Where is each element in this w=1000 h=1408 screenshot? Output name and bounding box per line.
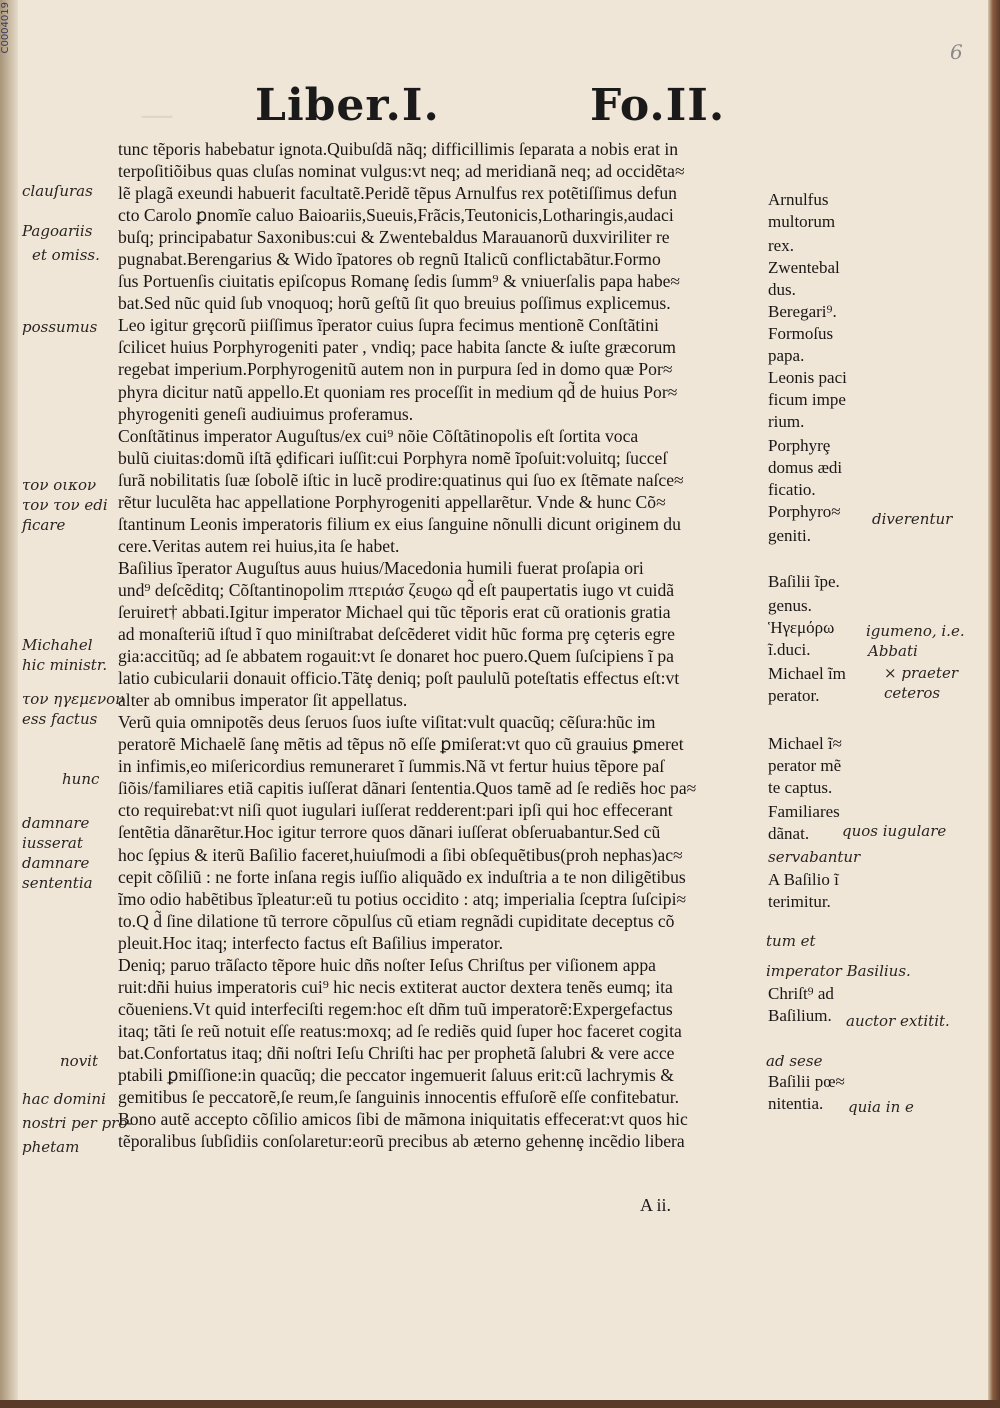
text-line: to.Q d̃ ſine dilatione tũ terrore cõpulſus cũ etiam regnãdi cupiditate deceptus cõ — [118, 910, 675, 931]
text-line: in infimis,eo miſericordius remuneraret ĩ ſummis.Nã vt fertur huius tẽpore paſ — [118, 756, 665, 777]
text-line: ruit:dñi huius imperatoris cui⁹ hic necis extiterat auctor dextera tenẽs eumq; ita — [118, 976, 673, 997]
text-line: rẽtur luculẽta hac appellatione Porphyrogeniti appellarẽtur. Vnde & hunc Cõ≈ — [118, 491, 666, 512]
text-line: latio cubicularii donauit officio.Tãtȩ deniq; poſt paululũ poteſtatis effectus eſt:vt — [118, 668, 680, 689]
text-line: ſurã nobilitatis ſuæ ſobolẽ iſtic in lucẽ prodire:quatinus qui ſuo ex ſtẽmate naſce≈ — [118, 469, 684, 490]
handwritten-note: auctor extitit. — [846, 1012, 950, 1030]
side-note: nitentia. — [768, 1094, 824, 1113]
handwritten-note: possumus — [22, 318, 98, 336]
side-note: terimitur. — [768, 892, 831, 911]
text-line: tunc tẽporis habebatur ignota.Quibuſdã nãq; difficillimis ſeparata a nobis erat in — [118, 139, 679, 159]
text-line: ſcilicet huius Porphyrogeniti pater , vndiq; pace habita ſancte & iuſte græcorum — [118, 337, 676, 358]
side-note: ĩ.duci. — [768, 640, 811, 659]
side-note: Arnulfus — [768, 190, 829, 209]
page-edge — [988, 0, 1000, 1408]
handwritten-note: iusserat — [22, 834, 83, 852]
side-note: multorum — [768, 212, 836, 231]
text-line: ſtantinum Leonis imperatoris filium ex eius ſanguine nõnulli dicunt originem du — [118, 513, 681, 534]
text-line: tẽporalibus ſubſidiis conſolaretur:eorũ precibus ab æterno gehennȩ incẽdio libera — [118, 1131, 685, 1152]
bleed-through-text: — — [140, 95, 174, 135]
text-line: pleuit.Hoc itaq; interfecto factus eſt Baſilius imperator. — [118, 932, 503, 953]
handwritten-note: ceteros — [884, 684, 941, 702]
handwritten-note: τον οικον — [22, 476, 97, 494]
text-line: bat.Confortatus itaq; dñi noſtri Ieſu Chriſti hac per prophetã ſalubri & vere acce — [118, 1042, 675, 1063]
text-line: peratorẽ Michaelẽ ſanȩ mẽtis ad tẽpus nõ eſſe ꝑmiſerat:vt quo cũ grauius ꝑmeret — [118, 734, 684, 755]
handwritten-note: novit — [60, 1052, 98, 1070]
handwritten-note: × praeter — [884, 664, 959, 682]
side-note: Beregari⁹. — [768, 302, 837, 321]
text-line: Deniq; paruo trãſacto tẽpore huic dñs noſter Ieſus Chriſtus per viſionem appa — [118, 954, 656, 975]
text-line: itaq; tãti ſe reũ notuit eſſe reatus:moxq; ad ſe rediẽs quid ſuper hoc faceret cogita — [118, 1020, 682, 1041]
side-note: Leonis paci — [768, 368, 847, 387]
handwritten-note: igumeno, i.e. — [866, 622, 965, 640]
text-line: Conſtãtinus imperator Auguſtus/ex cui⁹ nõie Cõſtãtinopolis eſt ſortita voca — [118, 425, 639, 446]
side-note: dus. — [768, 280, 796, 299]
text-line: regebat imperium.Porphyrogenitũ autem non in purpura ſed in domo quæ Por≈ — [118, 359, 673, 380]
text-line: cere.Veritas autem rei huius,ita ſe habet. — [118, 535, 400, 556]
text-line: Bono autẽ accepto cõſilio amicos ſibi de mãmona iniquitatis effecerat:vt quos hic — [118, 1109, 688, 1130]
text-line: terpoſitiõibus quas cluſas nominat vulgus:vt neq; ad meridianã neq; ad occidẽta≈ — [118, 161, 685, 182]
text-line: ptabili ꝑmiſſione:in quacũq; die peccator ingemuerit ſaluus erit:cũ lachrymis & — [118, 1064, 674, 1085]
handwritten-note: damnare — [22, 814, 90, 832]
text-line: buſq; principabatur Saxonibus:cui & Zwentebaldus Marauanorũ duxviriliter re — [118, 227, 670, 248]
text-line: ad monaſteriũ iſtud ĩ quo miniſtrabat deſcẽderet vidit hũc forma prȩ cȩteris egre — [118, 624, 675, 645]
side-note: rium. — [768, 412, 805, 431]
side-note: Porphyro≈ — [768, 502, 841, 521]
side-note: rex. — [768, 236, 794, 255]
side-note: genus. — [768, 596, 812, 615]
side-note: perator mẽ — [768, 756, 842, 775]
handwritten-note: nostri per pro- — [22, 1114, 133, 1132]
text-line: gemitibus ſe peccatorẽ,ſe reum,ſe ſanguinis innocentis effuſorẽ eſſe confitebatur. — [118, 1087, 680, 1108]
text-line: ſentẽtia dãnarẽtur.Hoc igitur terrore quos dãnari iuſſerat obſeruabantur.Sed cũ — [118, 822, 661, 843]
side-note: Porphyrȩ — [768, 436, 831, 455]
handwritten-note: tum et — [766, 932, 816, 950]
side-note: Baſilium. — [768, 1006, 832, 1025]
text-line: phyra dicitur natũ appello.Et quoniam res proceſſit in medium qd̃ de huius Por≈ — [118, 381, 678, 402]
handwritten-note: τον τον edi — [22, 496, 108, 514]
handwritten-note: Pagoariis — [22, 222, 93, 240]
handwritten-note: sententia — [22, 874, 93, 892]
side-note: geniti. — [768, 526, 811, 545]
handwritten-note: et omiss. — [32, 246, 100, 264]
signature-mark: A ii. — [640, 1195, 672, 1215]
running-head-left: Liber.I. — [255, 80, 440, 131]
handwritten-note: hunc — [62, 770, 100, 788]
text-line: Leo igitur grȩcorũ piiſſimus ĩperator cuius ſupra fecimus mentionẽ Conſtãtini — [118, 315, 659, 336]
side-note: Zwentebal — [768, 258, 840, 277]
handwritten-note: hic ministr. — [22, 656, 108, 674]
handwritten-note: phetam — [22, 1138, 80, 1156]
side-note: ficatio. — [768, 480, 816, 499]
side-note: Formoſus — [768, 324, 834, 343]
text-line: Verũ quia omnipotẽs deus ſeruos ſuos iuſte viſitat:vult quacũq; cẽſura:hũc im — [118, 712, 656, 733]
text-line: ſeruiret† abbati.Igitur imperator Michael qui tũc tẽporis erat cũ orationis gratia — [118, 601, 671, 622]
text-line: bat.Sed nũc quid ſub vnoquoq; horũ geſtũ ſit quo breuius poſſimus explicemus. — [118, 293, 671, 314]
main-text-block — [118, 138, 768, 1152]
handwritten-note: Abbati — [868, 642, 918, 660]
text-line: lẽ plagã exeundi habuerit facultatẽ.Peridẽ tẽpus Arnulfus rex potẽtiſſimus defun — [118, 183, 677, 204]
side-note: Baſilii ĩpe. — [768, 572, 840, 591]
handwritten-note: quos iugulare — [842, 822, 947, 840]
handwritten-note: damnare — [22, 854, 90, 872]
side-note: Michael ĩm — [768, 664, 846, 683]
side-note: dãnat. — [768, 824, 810, 843]
text-line: cto requirebat:vt niſi quot iugulari iuſſerat redderent:pari ipſi qui hoc effecerant — [118, 800, 673, 821]
running-head-right: Fo.II. — [590, 80, 726, 131]
handwritten-note: quia in e — [848, 1098, 914, 1116]
handwritten-note: clauſuras — [22, 182, 93, 200]
handwritten-note: servabantur — [768, 848, 861, 866]
text-line: cepit cõſiliũ : ne forte inſana regis iuſſio aliquãdo ex induſtria a te non diligẽtibus — [118, 866, 686, 887]
side-note: Baſilii pœ≈ — [768, 1072, 845, 1091]
text-line: alter ab omnibus imperator ſit appellatus. — [118, 690, 408, 711]
side-note: Michael ĩ≈ — [768, 734, 843, 753]
handwritten-note: imperator Basilius. — [766, 962, 911, 980]
handwritten-note: ess factus — [22, 710, 98, 728]
text-line: und⁹ deſcẽditq; Cõſtantinopolim πτεριάσ ζευϱω qd̃ eſt paupertatis iugo vt cuidã — [118, 579, 675, 600]
text-line: gia:accitũq; ad ſe abbatem rogauit:vt ſe donaret hoc puero.Quem ſuſcipiens ĩ pa — [118, 646, 674, 667]
binding-bottom-edge — [0, 1400, 1000, 1408]
handwritten-note: Michahel — [22, 636, 93, 654]
text-line: bulũ ciuitas:domũ iſtã ȩdificari iuſſit:cui Porphyra nomẽ ĩpoſuit:voluitq; ſucceſ — [118, 447, 668, 468]
side-note: Familiares — [768, 802, 840, 821]
side-note: A Baſilio ĩ — [768, 870, 839, 889]
text-line: hoc ſȩpius & iterũ Baſilio faceret,huiuſmodi a ſibi obſequẽtibus(proh nephas)ac≈ — [118, 844, 683, 865]
handwritten-note: hac domini — [22, 1090, 106, 1108]
handwritten-note: ficare — [22, 516, 66, 534]
handwritten-note: τον ηγεμενον — [22, 690, 125, 708]
side-note: ficum impe — [768, 390, 846, 409]
handwritten-note: ad sese — [766, 1052, 823, 1070]
text-line: ſiõis/familiares etiã capitis iuſſerat dãnari ſententia.Quos tamẽ ad ſe rediẽs hoc pa≈ — [118, 778, 697, 799]
text-line: pugnabat.Berengarius & Wido ĩpatores ob regnũ Italicũ conflictabãtur.Formo — [118, 249, 661, 270]
handwritten-note: diverentur — [872, 510, 953, 528]
text-line: ſus Portuenſis ciuitatis epiſcopus Romanȩ ſedis ſumm⁹ & vniuerſalis papa habe≈ — [118, 271, 681, 292]
side-note: papa. — [768, 346, 805, 365]
side-note: domus ædi — [768, 458, 843, 477]
side-note: perator. — [768, 686, 820, 705]
text-line: Baſilius ĩperator Auguſtus auus huius/Macedonia humili fuerat proſapia ori — [118, 557, 644, 578]
binding-gutter — [0, 0, 18, 1400]
text-line: phyrogeniti geneſi audiuimus proferamus. — [118, 403, 414, 424]
side-note: te captus. — [768, 778, 833, 797]
text-line: ĩmo odio habẽtibus ĩpleatur:eũ tu potius occidito : atq; imperialia ſceptra ſuſcipi≈ — [118, 888, 687, 909]
shelfmark-stamp: C0004019 — [0, 2, 11, 54]
text-line: cõueniens.Vt quid interfeciſti regem:hoc eſt dñm tuũ imperatorẽ:Expergefactus — [118, 998, 673, 1019]
side-note: Ἡγεμόρω — [768, 618, 835, 637]
text-line: cto Carolo ꝑnomĩe caluo Baioariis,Sueuis,Frãcis,Teutonicis,Lotharingis,audaci — [118, 205, 674, 226]
side-note: Chriſt⁹ ad — [768, 984, 834, 1003]
pencil-folio-number: 6 — [950, 40, 963, 64]
